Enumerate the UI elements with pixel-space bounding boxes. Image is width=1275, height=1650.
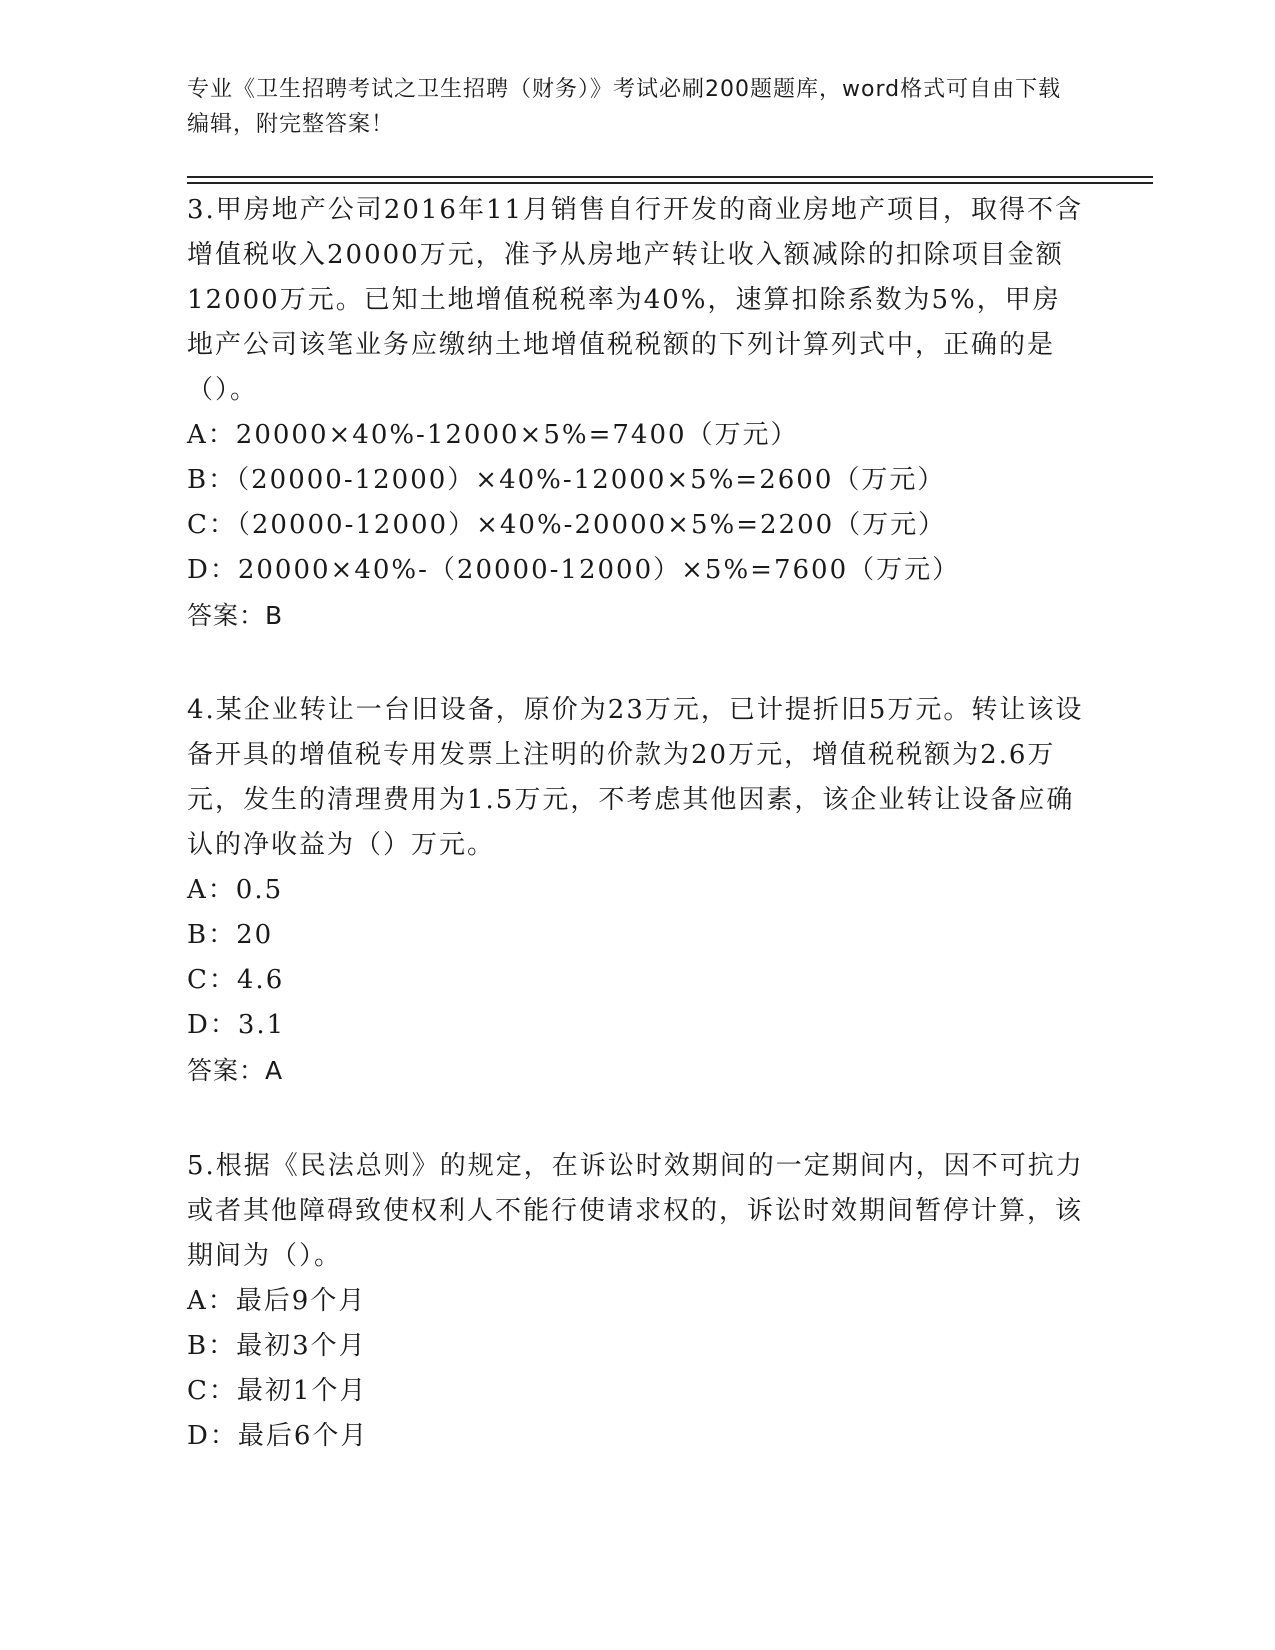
option-c: C：最初1个月	[187, 1376, 368, 1406]
header-divider-bottom	[187, 182, 1153, 184]
option-b: B：20	[187, 920, 274, 950]
question-stem: 4.某企业转让一台旧设备，原价为23万元，已计提折旧5万元。转让该设备开具的增值税专用发票上注明的价款为20万元，增值税税额为2.6万元，发生的清理费用为1.5万元，不考虑其他因素，该企业转让设备应确认的净收益为（）万元。	[187, 695, 1084, 860]
question-block	[187, 1144, 1087, 1459]
option-a: A：0.5	[187, 875, 284, 905]
option-d: D：3.1	[187, 1010, 286, 1040]
option-d: D：20000×40%-（20000-12000）×5%=7600（万元）	[187, 555, 961, 585]
option-c: C：4.6	[187, 965, 285, 995]
document-header: 专业《卫生招聘考试之卫生招聘（财务）》考试必刷200题题库，word格式可自由下载编辑，附完整答案！	[187, 77, 1062, 137]
question-block	[187, 688, 1087, 1093]
question-block	[187, 188, 1087, 638]
option-b: B：最初3个月	[187, 1331, 367, 1361]
option-c: C：（20000-12000）×40%-20000×5%=2200（万元）	[187, 510, 947, 540]
question-stem: 3.甲房地产公司2016年11月销售自行开发的商业房地产项目，取得不含增值税收入20000万元，准予从房地产转让收入额减除的扣除项目金额12000万元。已知土地增值税税率为40%，速算扣除系数为5%，甲房地产公司该笔业务应缴纳土地增值税税额的下列计算列式中，正确的是（）。	[187, 195, 1084, 405]
option-b: B：（20000-12000）×40%-12000×5%=2600（万元）	[187, 465, 946, 495]
option-a: A：最后9个月	[187, 1286, 367, 1316]
answer-label: 答案：A	[187, 1056, 284, 1085]
question-stem: 5.根据《民法总则》的规定，在诉讼时效期间的一定期间内，因不可抗力或者其他障碍致使权利人不能行使请求权的，诉讼时效期间暂停计算，该期间为（）。	[187, 1151, 1084, 1271]
answer-label: 答案：B	[187, 601, 284, 630]
option-a: A：20000×40%-12000×5%=7400（万元）	[187, 420, 799, 450]
option-d: D：最后6个月	[187, 1421, 369, 1451]
header-divider-top	[187, 176, 1153, 178]
